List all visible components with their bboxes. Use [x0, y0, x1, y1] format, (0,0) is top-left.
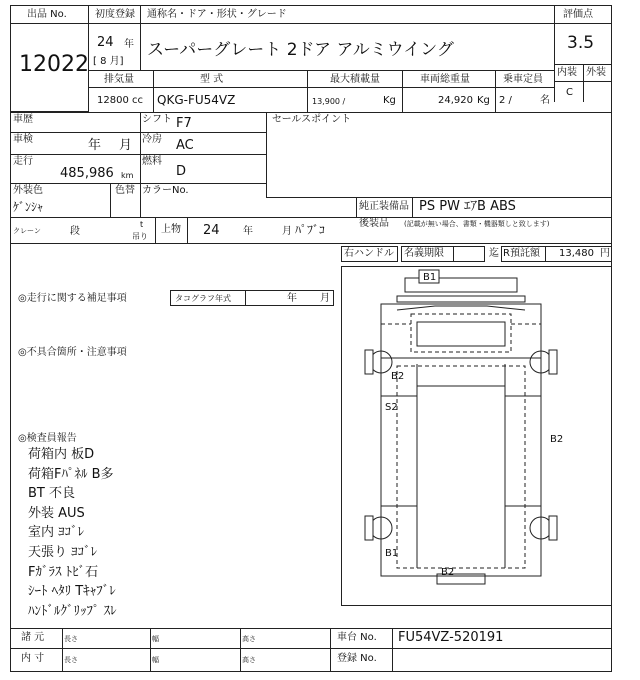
displacement: 12800 — [97, 95, 129, 106]
length-label-2: 長さ — [64, 656, 78, 664]
mark-b2-front: B2 — [391, 371, 405, 382]
gross-weight-label: 車両総重量 — [420, 74, 470, 85]
crane-label: クレーン — [13, 227, 41, 235]
aftermarket-note: (記載が無い場合、書類・機器類しと致します) — [404, 220, 550, 228]
upper-month: 月 — [282, 226, 292, 237]
genuine-label: 純正装備品 — [359, 201, 409, 212]
inspection-year: 年 — [88, 138, 102, 153]
shift: F7 — [176, 116, 192, 131]
upper-year-unit: 年 — [243, 226, 253, 237]
genuine-equipment: PS PW ｴｱB ABS — [419, 199, 516, 214]
exterior-label: 外装 — [586, 67, 606, 78]
car-name: スーパーグレート 2ドア アルミウイング — [147, 40, 454, 60]
width-label-2: 幅 — [152, 656, 159, 664]
grade-label: 評価点 — [563, 9, 593, 20]
right-handle: 右ハンドル — [344, 248, 394, 259]
interior-grade: C — [566, 87, 573, 98]
mark-b1-top: B1 — [423, 272, 437, 283]
model-label: 型 式 — [200, 74, 224, 85]
capacity-unit: 名 — [540, 95, 550, 106]
ext-color: ｹﾞﾝｼｬ — [13, 200, 44, 214]
displacement-unit: cc — [132, 95, 143, 106]
name-label: 通称名・ドア・形状・グレード — [147, 9, 287, 20]
report-line: 室内 ﾖｺﾞﾚ — [28, 525, 85, 541]
inspection-label: 車検 — [13, 134, 33, 145]
fuel-label: 燃料 — [142, 156, 162, 167]
tacho-year: 年 — [287, 293, 297, 304]
report-line: 荷箱内 板D — [28, 447, 95, 462]
upper-year: 24 — [203, 223, 220, 238]
mark-b1-bottom: B1 — [385, 548, 399, 559]
chassis-label: 車台 No. — [337, 632, 377, 643]
diagram-cargo-body — [381, 358, 541, 576]
recycle-unit: 円 — [600, 248, 610, 259]
tacho-label: タコグラフ年式 — [175, 294, 231, 303]
capacity-label: 乗車定員 — [503, 74, 543, 85]
model: QKG-FU54VZ — [157, 93, 236, 107]
report-line: 外装 AUS — [28, 505, 85, 521]
gross-weight: 24,920 — [438, 95, 473, 106]
max-load-unit: Kg — [383, 95, 396, 106]
height-label-1: 高さ — [242, 635, 256, 643]
report-line: 天張り ﾖｺﾞﾚ — [28, 545, 98, 560]
report-line: Fｶﾞﾗｽ ﾄﾋﾞ石 — [28, 564, 99, 580]
truck-diagram — [341, 266, 612, 606]
inspection-month: 月 — [119, 138, 133, 153]
reg-label: 登録 No. — [337, 653, 377, 664]
name-change: 名義期限 — [404, 248, 444, 259]
report-line: ｼｰﾄ ﾍﾀﾘ Tｷｬﾌﾞﾚ — [28, 584, 116, 600]
crane-t: t — [140, 220, 144, 229]
mileage-unit: km — [121, 171, 134, 180]
shift-label: シフト — [142, 114, 172, 125]
dims-label: 諸 元 — [21, 632, 45, 643]
lot-no: 12022 — [19, 52, 89, 77]
gross-weight-unit: Kg — [477, 95, 490, 106]
first-reg-month: [ 8 月] — [93, 56, 124, 67]
year-unit: 年 — [124, 39, 134, 50]
ac: AC — [176, 138, 194, 153]
recycle-label: R預託額 — [503, 248, 540, 259]
crane-tsuri: 吊り — [132, 232, 148, 241]
interior-dims-label: 内 寸 — [21, 653, 45, 664]
report-line: ﾊﾝﾄﾞﾙｸﾞﾘｯﾌﾟ ｽﾚ — [28, 603, 117, 619]
capacity: 2 / — [499, 95, 512, 106]
height-label-2: 高さ — [242, 656, 256, 664]
color-no-label2: カラーNo. — [142, 185, 189, 196]
report-line: BT 不良 — [28, 486, 75, 502]
diagram-cab — [381, 304, 541, 358]
aftermarket-label: 後装品 — [359, 218, 389, 229]
mileage: 485,986 — [60, 166, 114, 181]
sales-point-label: セールスポイント — [272, 114, 352, 125]
first-reg-label: 初度登録 — [95, 9, 135, 20]
report-line: 荷箱Fﾊﾟﾈﾙ B多 — [28, 466, 114, 482]
recycle-amount: 13,480 — [559, 248, 594, 259]
lot-no-label: 出品 No. — [27, 9, 67, 20]
tacho-month: 月 — [320, 293, 330, 304]
interior-label: 内装 — [557, 67, 577, 78]
ext-color-label: 外装色 — [13, 185, 43, 196]
mark-b2-rear: B2 — [441, 567, 455, 578]
max-load: 13,900 / — [312, 97, 346, 106]
max-load-label: 最大積載量 — [330, 74, 380, 85]
upper-maker: ﾊﾟﾌﾞｺ — [295, 223, 326, 237]
mark-b2-side: B2 — [550, 434, 564, 445]
refund-label: 迄 — [489, 248, 499, 259]
history-label: 車歴 — [13, 114, 33, 125]
mileage-label: 走行 — [13, 156, 33, 167]
first-reg-year: 24 — [97, 35, 114, 50]
ac-label: 冷房 — [142, 134, 162, 145]
grade: 3.5 — [567, 33, 595, 53]
chassis-no: FU54VZ-520191 — [398, 630, 504, 645]
upper-label: 上物 — [161, 224, 181, 235]
defects-label: ◎不具合箇所・注意事項 — [18, 347, 127, 358]
crane-step: 段 — [70, 226, 80, 237]
color-no-label: 色替 — [115, 185, 135, 196]
fuel: D — [176, 164, 187, 179]
displacement-label: 排気量 — [104, 74, 134, 85]
length-label-1: 長さ — [64, 635, 78, 643]
width-label-1: 幅 — [152, 635, 159, 643]
mark-s2: S2 — [385, 402, 398, 413]
inspector-label: ◎検査員報告 — [18, 433, 77, 444]
driving-note-label: ◎走行に関する補足事項 — [18, 293, 127, 304]
